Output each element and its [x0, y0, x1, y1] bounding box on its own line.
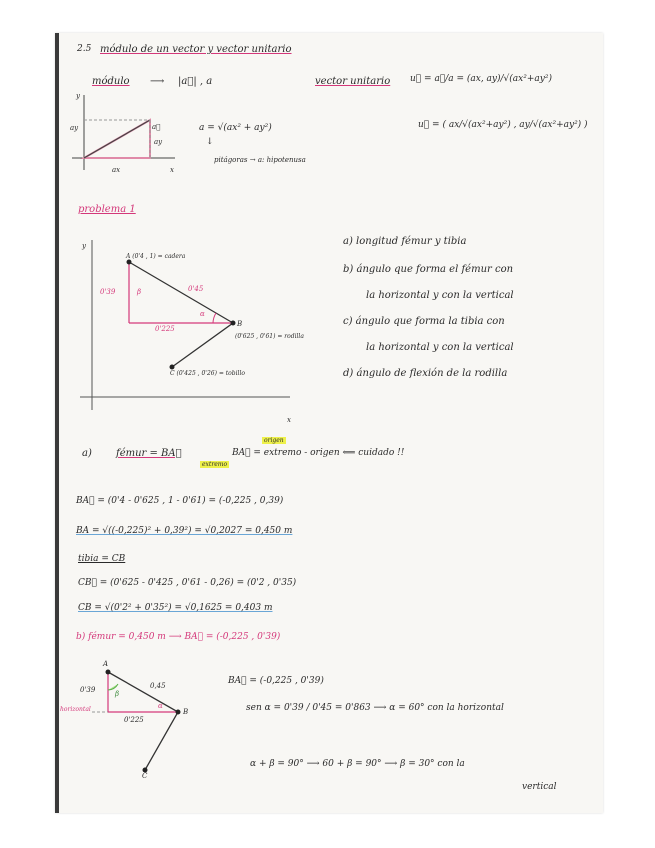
modulo-axis-y: y [76, 92, 80, 100]
point-A-label: A (0'4 , 1) = cadera [126, 253, 186, 260]
calc-line-2: BA = √((-0,225)² + 0,39²) = √0,2027 = 0,450 m [76, 526, 293, 536]
modulo-vec: a⃗ [152, 123, 161, 131]
vertical-word: vertical [522, 782, 557, 792]
modulo-axis-x: x [170, 166, 174, 174]
extremo-origen-note: BA⃗ = extremo - origen ⟸ cuidado !! [232, 448, 405, 458]
graph-axis-y: y [82, 242, 86, 250]
point-C-label: C (0'425 , 0'26) = tobillo [170, 370, 245, 377]
sum-line: α + β = 90° ⟶ 60 + β = 90° ⟶ β = 30° con la [250, 759, 465, 769]
modulo-comp-ay: ay [70, 124, 79, 132]
question-d: d) ángulo de flexión de la rodilla [343, 368, 508, 379]
sen-line: sen α = 0'39 / 0'45 = 0'863 ⟶ α = 60° con la horizontal [246, 703, 504, 713]
side-horizontal: 0'225 [155, 325, 175, 333]
question-c-2: la horizontal y con la vertical [366, 342, 514, 353]
unitario-formula-1: u⃗ = a⃗/a = (ax, ay)/√(ax²+ay²) [410, 74, 552, 84]
b-line: b) fémur = 0,450 m ⟶ BA⃗ = (-0,225 , 0'39) [76, 632, 281, 642]
fig2-h: 0'225 [124, 716, 144, 724]
graph-axis-x: x [287, 416, 291, 424]
b-vector: BA⃗ = (-0,225 , 0'39) [228, 676, 324, 686]
femur-eq: fémur = BA⃗ [116, 448, 182, 459]
modulo-down-arrow: ↓ [206, 137, 214, 147]
question-a: a) longitud fémur y tibia [343, 236, 467, 247]
modulo-arrow: ⟶ [150, 76, 165, 87]
modulo-symbol: |a⃗| , a [178, 76, 213, 87]
calc-line-5: CB = √(0'2² + 0'35²) = √0,1625 = 0,403 m [78, 603, 273, 613]
modulo-ay-side: ay [154, 138, 163, 146]
modulo-comp-ax: ax [112, 166, 121, 174]
fig2-alpha: α [158, 702, 163, 710]
alpha-angle: α [200, 310, 205, 318]
modulo-pitagoras: pitágoras → a: hipotenusa [214, 156, 306, 164]
unitario-label: vector unitario [315, 76, 391, 87]
modulo-formula: a = √(ax² + ay²) [199, 123, 272, 133]
calc-line-3: tibia = CB [78, 554, 126, 564]
fig2-C: C [142, 772, 148, 780]
beta-angle: β [137, 288, 142, 296]
question-b-1: b) ángulo que forma el fémur con [343, 264, 514, 275]
point-B: B [237, 320, 243, 328]
calc-line-1: BA⃗ = (0'4 - 0'625 , 1 - 0'61) = (-0,225 , 0,39) [76, 496, 284, 506]
fig2-beta: β [115, 690, 120, 698]
point-B-label: (0'625 , 0'61) = rodilla [235, 333, 304, 340]
fig2-v: 0'39 [80, 686, 96, 694]
side-hyp: 0'45 [188, 285, 204, 293]
fig2-hyp: 0,45 [150, 682, 166, 690]
question-b-2: la horizontal y con la vertical [366, 290, 514, 301]
fig2-horizontal: horizontal [60, 706, 91, 713]
modulo-label: módulo [92, 76, 130, 87]
unitario-formula-2: u⃗ = ( ax/√(ax²+ay²) , ay/√(ax²+ay²) ) [418, 120, 588, 130]
solution-a-label: a) [82, 448, 92, 459]
question-c-1: c) ángulo que forma la tibia con [343, 316, 505, 327]
section-title: módulo de un vector y vector unitario [100, 44, 292, 55]
calc-line-4: CB⃗ = (0'625 - 0'425 , 0'61 - 0,26) = (0'2 , 0'35) [78, 578, 297, 588]
origen-tag: origen [264, 437, 284, 444]
extremo-tag: extremo [202, 461, 228, 468]
section-number: 2.5 [77, 44, 92, 54]
problema-title: problema 1 [78, 204, 136, 215]
fig2-B: B [183, 708, 189, 716]
fig2-A: A [103, 660, 109, 668]
side-vertical: 0'39 [100, 288, 116, 296]
